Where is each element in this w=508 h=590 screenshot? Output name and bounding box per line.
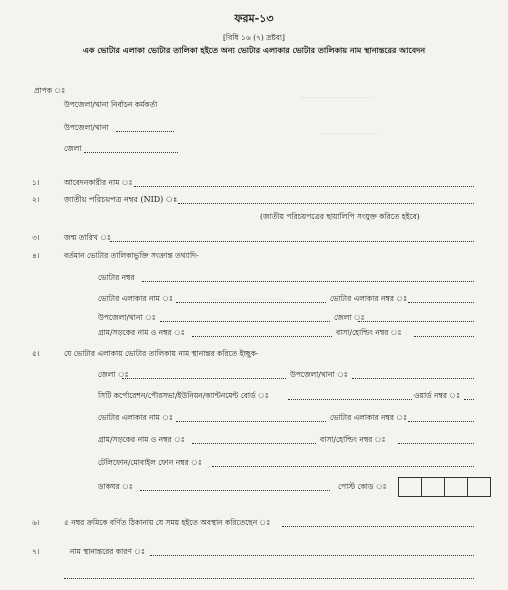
voter-area-number-field[interactable]	[408, 302, 474, 303]
item-number: ৪।	[32, 251, 40, 260]
recipient-upazila-label: উপজেলা/থানা	[64, 123, 109, 132]
nid-label: জাতীয় পরিচয়পত্র নম্বর (NID) ঃ	[64, 195, 178, 204]
target-village-road-field[interactable]	[192, 443, 316, 444]
item-number: ৬।	[32, 518, 40, 527]
birth-date-field[interactable]	[110, 241, 474, 242]
nid-field[interactable]	[178, 203, 474, 204]
ward-number-label: ওয়ার্ড নম্বর ঃ	[414, 391, 461, 400]
recipient-district-label: জেলা	[64, 144, 82, 153]
transfer-reason-field[interactable]	[150, 555, 474, 556]
item-number: ৩।	[32, 233, 40, 242]
rule-reference: [বিধি ১৬ (৭) দ্রষ্টব্য]	[223, 33, 285, 42]
transfer-reason-field-continued[interactable]	[64, 578, 474, 579]
birth-date-label: জন্ম তারিখ ঃ	[64, 233, 111, 242]
upazila-thana-field[interactable]	[160, 321, 330, 322]
recipient-officer: উপজেলা/থানা নির্বাচন কর্মকর্তা	[64, 100, 158, 109]
upazila-thana-label: উপজেলা/থানা ঃ	[98, 313, 156, 322]
bleed-through-text: ..........................	[320, 128, 378, 136]
applicant-name-field[interactable]	[134, 186, 474, 187]
post-code-box[interactable]	[468, 478, 490, 496]
form-heading: এক ভোটার এলাকা ভোটার তালিকা হইতে অন্য ভোটার এলাকার ভোটার তালিকায় নাম স্থানান্তরের আবেদন	[82, 45, 426, 55]
village-road-field[interactable]	[192, 336, 332, 337]
post-office-label: ডাকঘর ঃ	[98, 482, 133, 491]
voter-area-number-label: ভোটার এলাকার নম্বর ঃ	[330, 294, 408, 303]
target-house-holding-label: বাসা/হোল্ডিং নম্বর ঃ	[320, 435, 386, 444]
item-number: ৫।	[32, 349, 40, 358]
residence-since-label: ৫ নম্বর ক্রমিকে বর্ণিত ঠিকানায় যে সময় হইতে অবস্থান করিতেছেন ঃ	[64, 518, 271, 527]
post-code-box[interactable]	[445, 478, 468, 496]
item-number: ৭।	[32, 547, 40, 556]
bleed-through-text: .................................	[300, 92, 374, 100]
village-road-label: গ্রাম/সড়কের নাম ও নম্বর ঃ	[98, 328, 185, 337]
target-area-number-field[interactable]	[408, 421, 474, 422]
post-office-field[interactable]	[140, 490, 330, 491]
target-house-holding-field[interactable]	[398, 443, 474, 444]
target-district-label: জেলা ঃ	[98, 370, 129, 379]
current-enrollment-heading: বর্তমান ভোটার তালিকাভুক্তি সংক্রান্ত তথ্যাদি-	[64, 251, 199, 260]
item-number: ১।	[32, 178, 40, 187]
house-holding-field[interactable]	[414, 336, 474, 337]
nid-note: (জাতীয় পরিচয়পত্রের ছায়ালিপি সংযুক্ত করিতে হইবে)	[260, 212, 420, 221]
target-area-name-field[interactable]	[176, 421, 326, 422]
form-number: ফরম-১৩	[234, 12, 274, 25]
ward-number-field[interactable]	[464, 399, 474, 400]
post-code-box[interactable]	[422, 478, 445, 496]
phone-field[interactable]	[212, 466, 474, 467]
district-label: জেলা ঃ	[334, 313, 365, 322]
district-field[interactable]	[358, 321, 474, 322]
house-holding-label: বাসা/হোল্ডিং নম্বর ঃ	[336, 328, 402, 337]
target-upazila-label: উপজেলা/থানা ঃ	[290, 370, 348, 379]
post-code-boxes[interactable]	[398, 477, 491, 497]
phone-label: টেলিফোন/মোবাইল ফোন নম্বর ঃ	[98, 458, 202, 467]
transfer-target-heading: যে ভোটার এলাকায় ভোটার তালিকায় নাম স্থানান্তর করিতে ইচ্ছুক-	[64, 349, 259, 358]
voter-number-label: ভোটার নম্বর	[98, 273, 135, 282]
target-village-road-label: গ্রাম/সড়কের নাম ও নম্বর ঃ	[98, 435, 185, 444]
target-district-field[interactable]	[122, 378, 286, 379]
transfer-reason-label: নাম স্থানান্তরের কারণ ঃ	[70, 547, 145, 556]
residence-since-field[interactable]	[282, 526, 474, 527]
voter-number-field[interactable]	[142, 281, 474, 282]
voter-area-name-field[interactable]	[176, 302, 326, 303]
target-area-number-label: ভোটার এলাকার নম্বর ঃ	[330, 413, 408, 422]
target-area-name-label: ভোটার এলাকার নাম ঃ	[98, 413, 173, 422]
bleed-through-text: .................................	[210, 294, 284, 302]
target-upazila-field[interactable]	[352, 378, 474, 379]
recipient-label: প্রাপক ঃ	[34, 86, 66, 95]
item-number: ২।	[32, 195, 40, 204]
voter-area-name-label: ভোটার এলাকার নাম ঃ	[98, 294, 173, 303]
recipient-district-field[interactable]	[84, 152, 178, 153]
post-code-box[interactable]	[399, 478, 422, 496]
city-corporation-field[interactable]	[288, 399, 412, 400]
recipient-upazila-field[interactable]	[116, 131, 174, 132]
city-corporation-label: সিটি কর্পোরেশন/পৌরসভা/ইউনিয়ন/ক্যান্টনমেন্ট বোর্ড ঃ	[98, 391, 269, 400]
applicant-name-label: আবেদনকারীর নাম ঃ	[64, 178, 133, 187]
post-code-label: পোস্ট কোড ঃ	[338, 482, 387, 491]
